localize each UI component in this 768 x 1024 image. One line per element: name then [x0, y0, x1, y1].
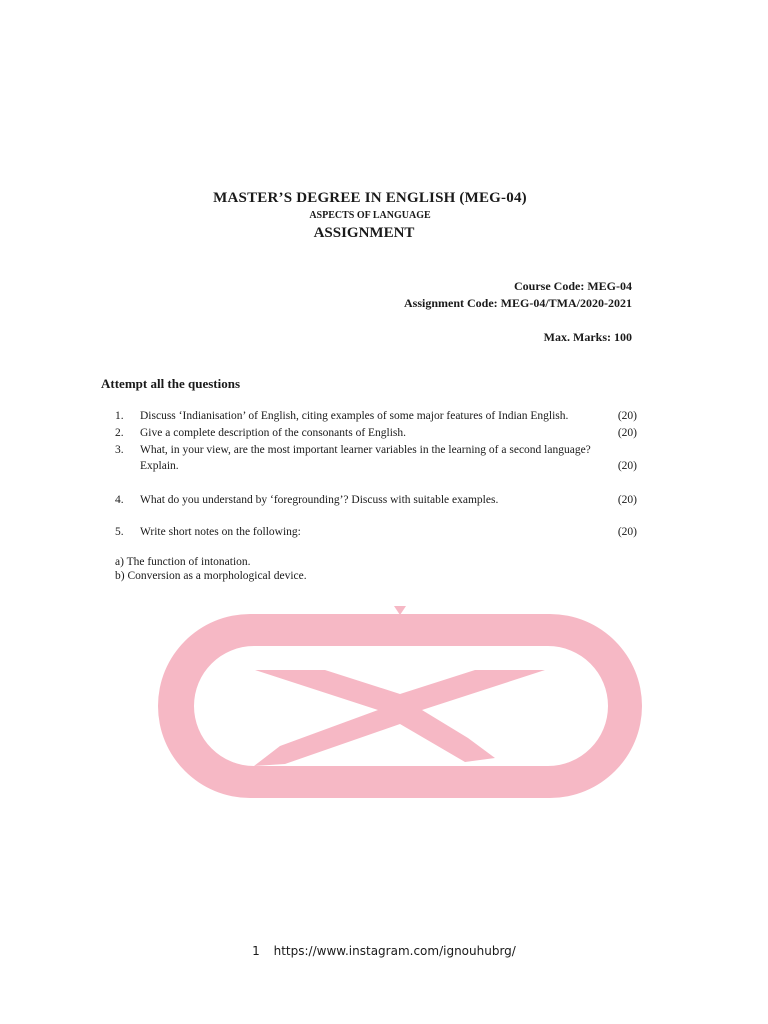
question-number: 5.	[115, 526, 124, 538]
question-marks: (20)	[617, 460, 637, 472]
question-text: Discuss ‘Indianisation’ of English, citing examples of some major features of Indian English.	[140, 410, 569, 422]
question-text: What, in your view, are the most important learner variables in the learning of a second language?	[140, 444, 591, 456]
question-marks: (20)	[617, 526, 637, 538]
question-marks: (20)	[617, 494, 637, 506]
assignment-code: Assignment Code: MEG-04/TMA/2020-2021	[404, 296, 632, 310]
watermark-notch-icon	[394, 606, 406, 615]
question-marks: (20)	[617, 427, 637, 439]
question-number: 1.	[115, 410, 124, 422]
course-code: Course Code: MEG-04	[514, 279, 632, 293]
question-marks: (20)	[617, 410, 637, 422]
assignment-heading: ASSIGNMENT	[313, 225, 415, 241]
question-number: 3.	[115, 444, 124, 456]
question-3	[115, 442, 637, 474]
document-subtitle: ASPECTS OF LANGUAGE	[309, 210, 431, 221]
document-title: MASTER’S DEGREE IN ENGLISH (MEG-04)	[213, 190, 527, 206]
question-text: Write short notes on the following:	[140, 526, 301, 538]
page-number: 1	[252, 944, 260, 958]
watermark-logo	[150, 606, 650, 802]
question-number: 4.	[115, 494, 124, 506]
sub-item-a: a) The function of intonation.	[115, 556, 251, 568]
max-marks: Max. Marks: 100	[543, 330, 632, 344]
watermark-cross-icon	[254, 670, 545, 766]
footer-link[interactable]: https://www.instagram.com/ignouhubrg/	[273, 944, 516, 958]
question-number: 2.	[115, 427, 124, 439]
sub-item-b: b) Conversion as a morphological device.	[115, 570, 307, 582]
page-footer	[0, 944, 768, 958]
question-text: Give a complete description of the consonants of English.	[140, 427, 407, 439]
question-text: What do you understand by ‘foregrounding’? Discuss with suitable examples.	[140, 494, 499, 506]
instructions: Attempt all the questions	[101, 376, 241, 391]
question-text-continued: Explain.	[140, 460, 179, 472]
